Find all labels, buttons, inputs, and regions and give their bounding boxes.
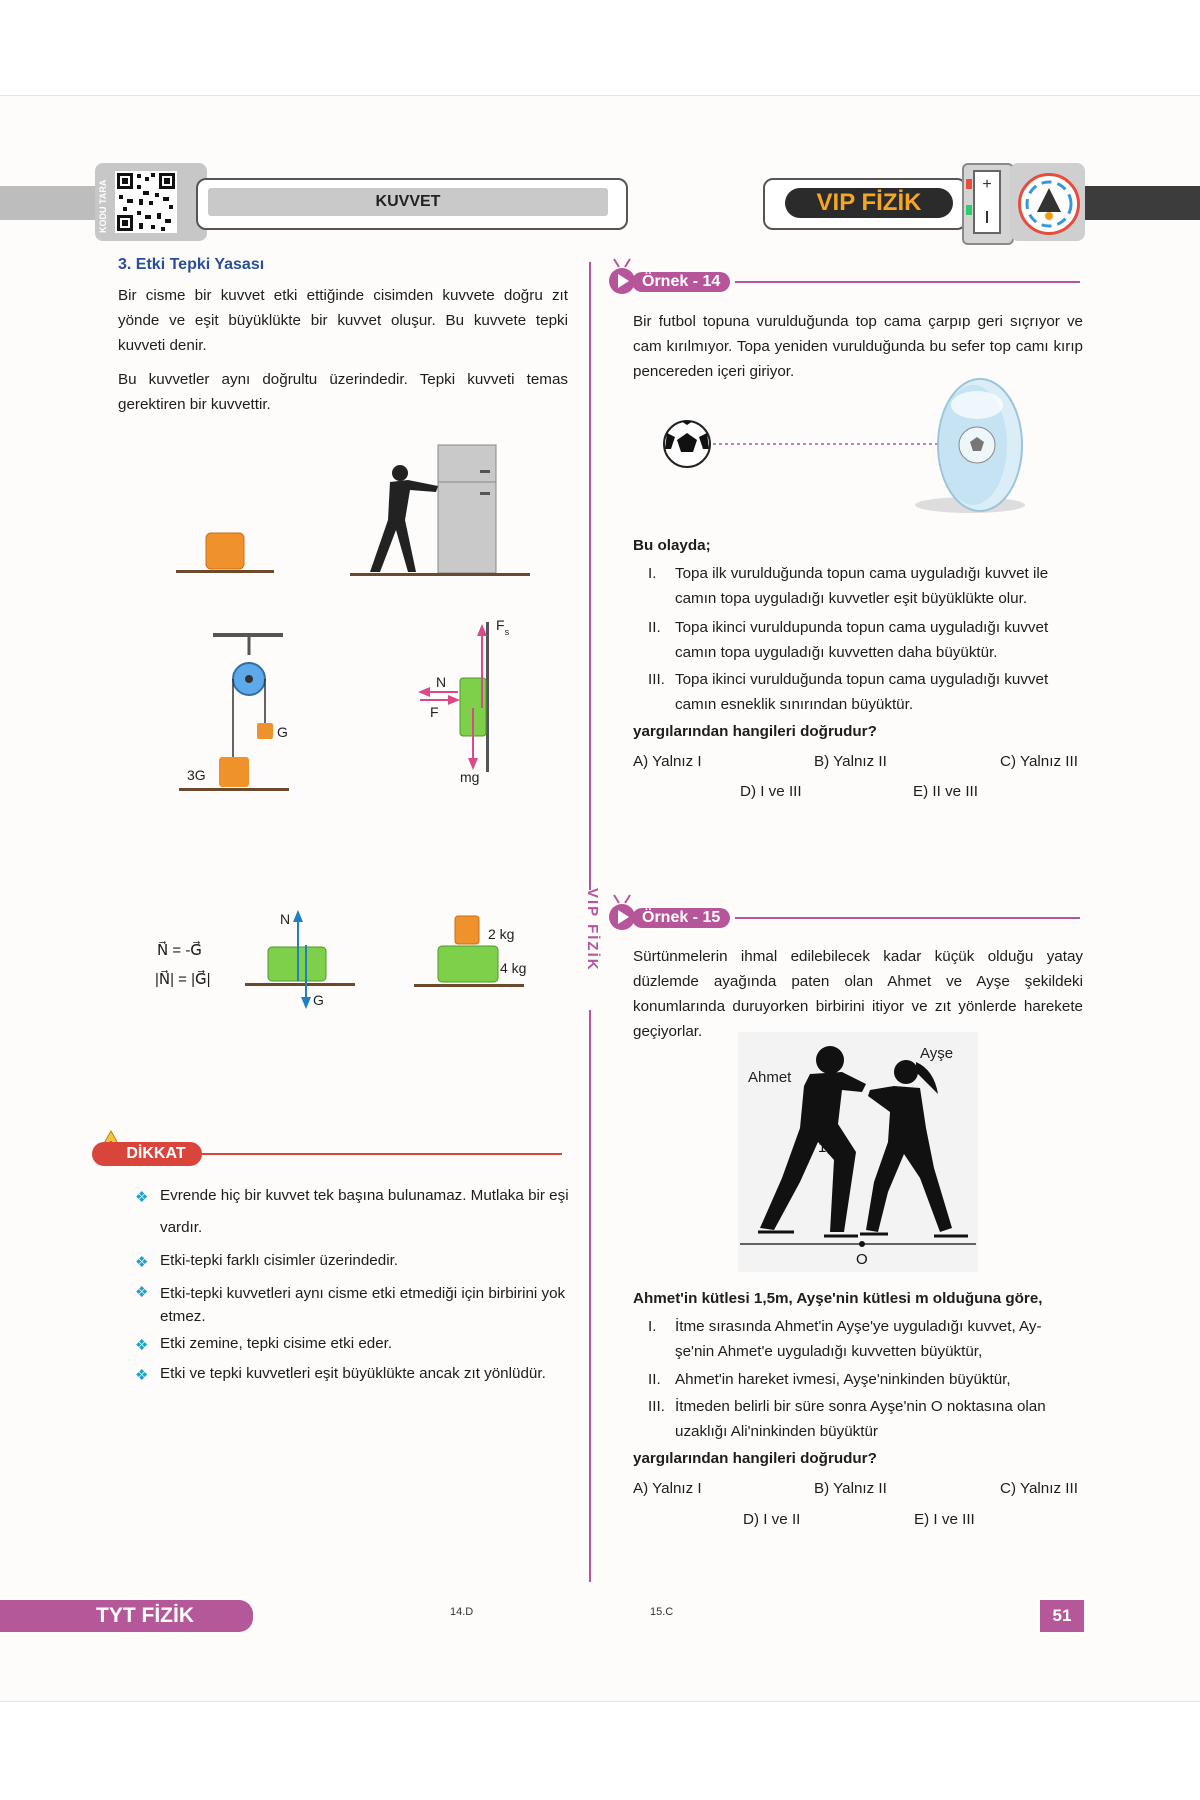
ornek-14-option-b[interactable]: B) Yalnız II [814,753,887,770]
wall-mg-label: mg [460,769,480,785]
svg-text:+: + [982,176,992,193]
box-n-label: N [280,911,291,927]
wall-n-label: N [436,674,447,690]
ornek-14-num-1: I. [648,565,657,582]
fig-ayse-mass: m [894,1139,907,1156]
divider-brand-label: VIP FİZİK [584,888,601,972]
ornek-14-option-a[interactable]: A) Yalnız I [633,753,702,770]
chapter-title: KUVVET [208,188,608,216]
ornek-14-option-c[interactable]: C) Yalnız III [1000,753,1078,770]
footer-answer-14: 14.D [450,1606,474,1618]
footer-answer-15: 15.C [650,1606,674,1618]
ornek-15-question: yargılarından hangileri doğrudur? [633,1450,877,1467]
fig-ahmet-mass: 1,5m [818,1139,852,1156]
qr-label: KODU TARA [98,179,108,233]
ornek-15-label: Örnek - 15 [632,908,730,928]
dikkat-item-4: Etki zemine, tepki cisime etki eder. [160,1335,393,1352]
ornek-14-lead: Bu olayda; [633,537,711,554]
bullet-icon: ❖ [135,1337,149,1354]
footer-book-title: TYT FİZİK [0,1600,253,1632]
fig-point-o: O [856,1251,868,1268]
ornek-15-stmt-3b: uzaklığı Ali'ninkinden büyüktür [675,1423,878,1440]
ornek-14-num-3: III. [648,671,665,688]
play-icon [606,893,636,933]
fig-ahmet-label: Ahmet [748,1069,792,1086]
battery-icon [962,163,1014,245]
header-bar-right [1085,186,1200,220]
ornek-15-option-c[interactable]: C) Yalnız III [1000,1480,1078,1497]
ornek-14-rule [735,281,1080,283]
ornek-14-stmt-3b: camın esneklik sınırından büyüktür. [675,696,914,713]
header-bar-left [0,186,95,220]
ornek-14-stmt-1a: Topa ilk vurulduğunda topun cama uyguladığı kuvvet ile [675,565,1049,582]
box-against-wall-figure [410,612,520,792]
wall-fs-label: $F_s$ [496,617,510,637]
brand-frame [763,178,967,230]
page-number: 51 [1040,1600,1084,1632]
brand-title: VIP FİZİK [785,188,953,218]
dikkat-rule [202,1153,562,1155]
qr-code-icon[interactable] [115,171,177,233]
section-title: 3. Etki Tepki Yasası [118,256,265,273]
bullet-icon: ❖ [135,1254,149,1271]
ornek-14-stmt-2a: Topa ikinci vuruldupunda topun cama uyguladığı kuvvet [675,619,1049,636]
bullet-icon: ❖ [135,1284,149,1301]
ornek-14-stmt-1b: camın topa uyguladığı kuvvetler eşit büyüklükte olur. [675,590,1028,607]
ornek-15-num-1: I. [648,1318,657,1335]
bullet-icon: ❖ [135,1367,149,1384]
ornek-14-stmt-2b: camın topa uyguladığı kuvvetten daha büyüktür. [675,644,998,661]
pulley-figure [175,625,295,800]
intro-paragraph: Bir cisme bir kuvvet etki ettiğinde cisimden kuvvete doğru zıt yönde ve eşit büyüklükte bir kuvvet oluşur. Bu kuvvete tepki kuvveti denir. [118,287,568,354]
stack-top-label: 2 kg [488,926,515,942]
ornek-15-rule [735,917,1080,919]
box-g-label: G [313,992,324,1008]
ornek-14-text: Bir futbol topuna vurulduğunda top cama çarpıp geri sıçrıyor ve cam kırılmıyor. Topa yeniden vurulduğunda bu sefer top camı kırıp pencereden içeri giriyor. [633,313,1083,380]
dikkat-label: DİKKAT [92,1142,202,1166]
ornek-14-question: yargılarından hangileri doğrudur? [633,723,877,740]
ornek-14-stmt-3a: Topa ikinci vurulduğunda topun cama uyguladığı kuvvet [675,671,1049,688]
stack-bottom-label: 4 kg [500,960,527,976]
ornek-14-option-d[interactable]: D) I ve III [740,783,802,800]
ornek-15-stmt-1b: şe'nin Ahmet'e uyguladığı kuvvetten büyüktür, [675,1343,983,1360]
fig-ayse-label: Ayşe [920,1045,954,1062]
dikkat-item-5: Etki ve tepki kuvvetleri eşit büyüklükte ancak zıt yönlüdür. [160,1365,546,1382]
ornek-15-option-d[interactable]: D) I ve II [743,1511,801,1528]
wall-f-label: F [430,704,439,720]
ornek-15-num-3: III. [648,1398,665,1415]
bullet-icon: ❖ [135,1189,149,1206]
ornek-15-option-b[interactable]: B) Yalnız II [814,1480,887,1497]
ornek-15-stmt-3a: İtmeden belirli bir süre sonra Ayşe'nin O noktasına olan [675,1398,1046,1415]
ornek-15-option-a[interactable]: A) Yalnız I [633,1480,702,1497]
ornek-15-num-2: II. [648,1371,661,1388]
dikkat-item-2: Etki-tepki farklı cisimler üzerindedir. [160,1252,399,1269]
pulley-big-label: 3G [187,767,206,783]
publisher-logo [1010,163,1085,241]
pulley-small-label: G [277,724,288,740]
dikkat-item-3: Etki-tepki kuvvetleri aynı cisme etki etmediği için birbirini yok etmez. [160,1285,566,1325]
chapter-frame [196,178,628,230]
play-icon [606,257,636,297]
skaters-figure [738,1032,978,1272]
ornek-14-num-2: II. [648,619,661,636]
ornek-15-stmt-1a: İtme sırasında Ahmet'in Ayşe'ye uyguladığı kuvvet, Ay- [675,1318,1042,1335]
ornek-15-lead: Ahmet'in kütlesi 1,5m, Ayşe'nin kütlesi m olduğuna göre, [633,1290,1043,1307]
ornek-15-text: Sürtünmelerin ihmal edilebilecek kadar küçük olduğu yatay düzlemde ayağında paten olan Ahmet ve Ayşe şekildeki konumlarında duruyorken birbirini itiyor ve zıt yönlerde harekete geçiyorlar. [633,948,1083,1040]
person-pushing-fridge-figure [350,440,530,585]
normal-force-figure [240,905,360,1015]
dikkat-item-1: Evrende hiç bir kuvvet tek başına bulunamaz. Mutlaka bir eşi vardır. [160,1187,569,1236]
vector-equation-1: N⃗ = -G⃗ [157,942,202,959]
box-on-floor-figure [170,525,280,585]
qr-panel [95,163,207,241]
ball-glass-figure [655,375,1055,525]
second-paragraph: Bu kuvvetler aynı doğrultu üzerindedir. Tepki kuvveti temas gerektiren bir kuvvettir. [118,371,568,413]
ornek-15-stmt-2a: Ahmet'in hareket ivmesi, Ayşe'ninkinden büyüktür, [675,1371,1011,1388]
ornek-14-label: Örnek - 14 [632,272,730,292]
stacked-boxes-figure [410,910,550,995]
logo-emblem-icon [1018,173,1080,235]
vector-equation-2: |N⃗| = |G⃗| [155,971,211,988]
ornek-14-option-e[interactable]: E) II ve III [913,783,978,800]
ornek-15-option-e[interactable]: E) I ve III [914,1511,975,1528]
